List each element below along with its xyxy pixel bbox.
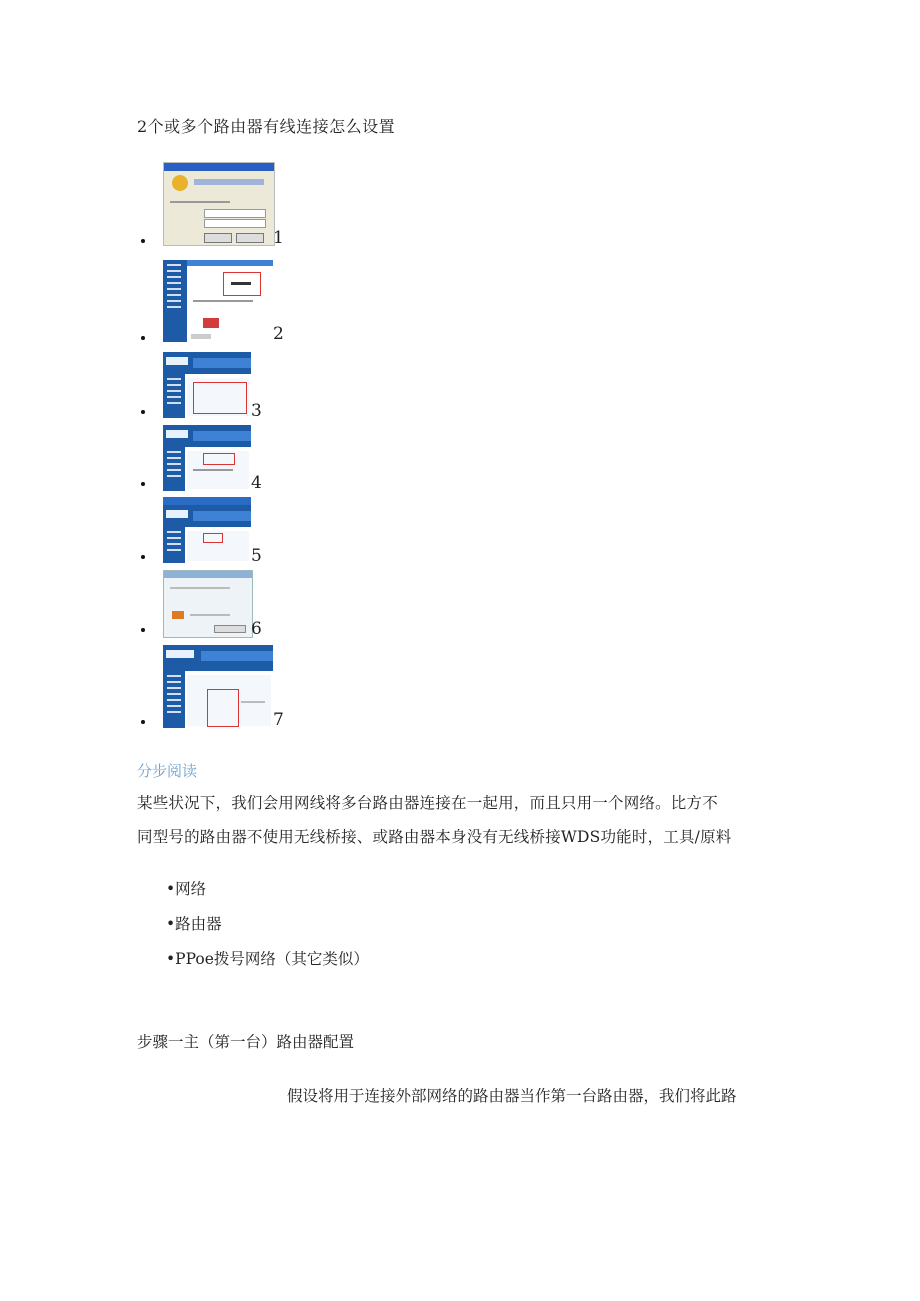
intro-paragraph-line-2: 同型号的路由器不使用无线桥接、或路由器本身没有无线桥接WDS功能时，工具/原料: [137, 828, 732, 846]
image-label: 6: [251, 619, 262, 639]
image-label: 4: [251, 473, 262, 493]
step-body-text: 假设将用于连接外部网络的路由器当作第一台路由器，我们将此路: [287, 1087, 737, 1105]
screenshot-1: [163, 162, 275, 246]
list-bullet: [141, 482, 145, 486]
image-label: 1: [273, 228, 284, 248]
material-item: •网络: [166, 880, 207, 898]
image-label: 2: [273, 324, 284, 344]
material-item: •PPoe拨号网络（其它类似）: [166, 950, 369, 968]
list-bullet: [141, 239, 145, 243]
list-bullet: [141, 336, 145, 340]
step-reading-link[interactable]: 分步阅读: [137, 762, 198, 780]
screenshot-4: [163, 425, 251, 491]
image-label: 3: [251, 401, 262, 421]
image-label: 7: [273, 710, 284, 730]
screenshot-5: [163, 497, 251, 563]
material-item: •路由器: [166, 915, 222, 933]
document-title: 2个或多个路由器有线连接怎么设置: [137, 117, 396, 136]
screenshot-3: [163, 352, 251, 418]
screenshot-6: [163, 570, 253, 638]
step-heading: 步骤一主（第一台）路由器配置: [137, 1033, 355, 1051]
list-bullet: [141, 628, 145, 632]
screenshot-2: [163, 260, 273, 342]
list-bullet: [141, 410, 145, 414]
list-bullet: [141, 720, 145, 724]
screenshot-7: [163, 645, 273, 728]
list-bullet: [141, 555, 145, 559]
intro-paragraph-line-1: 某些状况下，我们会用网线将多台路由器连接在一起用，而且只用一个网络。比方不: [137, 794, 718, 812]
image-label: 5: [251, 546, 262, 566]
